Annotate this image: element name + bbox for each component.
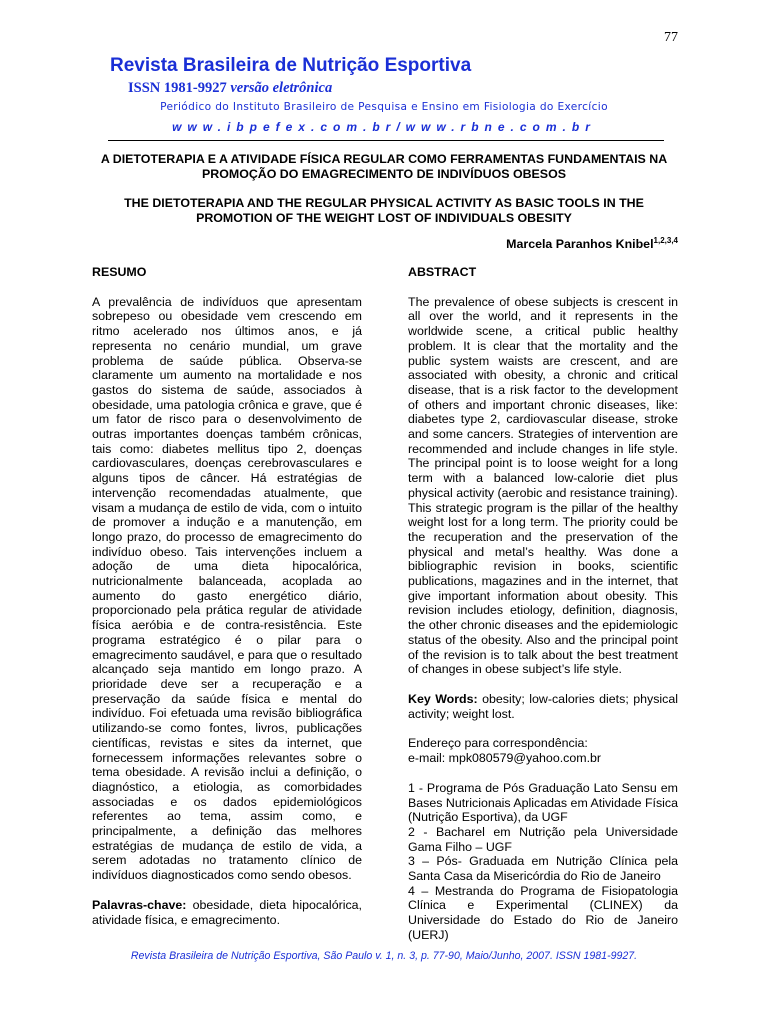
resumo-keywords-text: obesidade, dieta hipocalórica, atividade física, e emagrecimento. [92,897,362,927]
spacer [408,280,678,295]
title-portuguese: A DIETOTERAPIA E A ATIVIDADE FÍSICA REGULAR COMO FERRAMENTAS FUNDAMENTAIS NA PROMOÇÃO DO EMAGRECIMENTO DE INDIVÍDUOS OBESOS [100,152,668,181]
affiliation-item: 1 - Programa de Pós Graduação Lato Sensu em Bases Nutricionais Aplicadas em Atividade Física (Nutrição Esportiva), da UGF [408,780,678,825]
spacer [408,677,678,692]
affiliation-item: 3 – Pós- Graduada em Nutrição Clínica pela Santa Casa da Misericórdia do Rio de Janeiro [408,854,678,884]
affiliation-item: 2 - Bacharel em Nutrição pela Universidade Gama Filho – UGF [408,824,678,854]
abstract-heading: ABSTRACT [408,265,477,279]
resumo-heading: RESUMO [92,265,147,279]
resumo-column [92,265,362,927]
spacer [92,280,362,295]
abstract-keywords-text: obesity; low-calories diets; physical activity; weight lost. [408,691,678,721]
abstract-keywords [408,692,678,721]
issn-line [128,80,332,97]
resumo-keywords-label: Palavras-chave: [92,897,187,912]
affiliation-list [408,781,678,943]
footer-citation: Revista Brasileira de Nutrição Esportiva, São Paulo v. 1, n. 3, p. 77-90, Maio/Junho, 2007. ISSN 1981-9927. [130,950,638,962]
journal-title: Revista Brasileira de Nutrição Esportiva [110,55,472,76]
correspondence-label: Endereço para correspondência: [408,736,588,751]
spacer [408,766,678,781]
website-link[interactable]: www.ibpefex.com.br/www.rbne.com.br [172,120,596,134]
author [506,236,678,251]
author-affiliations: 1,2,3,4 [653,236,678,245]
title-english: THE DIETOTERAPIA AND THE REGULAR PHYSICAL ACTIVITY AS BASIC TOOLS IN THE PROMOTION OF THE WEIGHT LOST OF INDIVIDUALS OBESITY [124,196,644,225]
issn-number: ISSN 1981-9927 [128,80,227,96]
resumo-text: A prevalência de indivíduos que apresentam sobrepeso ou obesidade vem crescendo em ritmo acelerado nos últimos anos, e já representa no cenário mundial, um grave problema de saúde pública. Observa-se claramente um aumento na mortalidade e nos gastos do sistema de saúde, associados à obesidade, uma patologia crônica e grave, que é um fator de risco para o desenvolvimento de outras importantes doenças também crônicas, tais como: diabetes mellitus tipo 2, doenças cardiovasculares, doenças cerebrovasculares e alguns tipos de câncer. Há estratégias de intervenção recomendadas atualmente, que visam a mudança de estilo de vida, com o intuito de promover a indução e a manutenção, em longo prazo, do processo de emagrecimento do indivíduo obeso. Tais intervenções incluem a adoção de uma dieta hipocalórica, nutricionalmente balanceada, acoplada ao aumento do gasto energético diário, proporcionado pela prática regular de atividade física aeróbia e de contra-resistência. Este programa estratégico é o pilar para o emagrecimento saudável, e para que o resultado alcançado seja mantido em longo prazo. A prioridade deve ser a recuperação e a preservação da saúde física e mental do indivíduo. Foi efetuada uma revisão bibliográfica utilizando-se como fontes, livros, publicações científicas, revistas e sites da internet, que fornecessem informações relevantes sobre o tema obesidade. A revisão inclui a definição, o diagnóstico, a etiologia, as comorbidades associadas e os dados epidemiológicos referentes ao tema, assim como, e principalmente, a definição das melhores estratégias de mudança de estilo de vida, a serem adotadas no tratamento clínico de indivíduos diagnosticados como sendo obesos. [92,294,362,883]
version-label: versão eletrônica [230,80,333,96]
header-divider [108,140,664,141]
abstract-text: The prevalence of obese subjects is crescent in all over the world, and it represents in the worldwide scene, a critical public healthy problem. It is clear that the mortality and the public system waists are crescent, and are associated with obesity, a chronic and critical disease, that is a risk factor to the development of others and important chronic diseases, like: diabetes type 2, cardiovascular disease, stroke and some cancers. Strategies of intervention are recommended and include changes in life style. The principal point is to loose weight for a long term with a balanced low-calorie diet plus physical activity (aerobic and resistance training). This strategic program is the pillar of the healthy weight lost for a long term. The priority could be the recuperation and the preservation of the physical and metal’s healthy. Was done a bibliographic revision in books, scientific publications, magazines and in the internet, that give important information about obesity. This revision includes etiology, definition, diagnosis, the other chronic diseases and the epidemiologic status of the obesity. Also and the principal point of the revision is to talk about the best treatment of changes in obese subject’s life style. [408,294,678,677]
abstract-keywords-label: Key Words: [408,691,478,706]
periodico-line: Periódico do Instituto Brasileiro de Pesquisa e Ensino em Fisiologia do Exercício [160,101,608,113]
correspondence-email[interactable]: e-mail: mpk080579@yahoo.com.br [408,751,602,766]
author-name: Marcela Paranhos Knibel [506,237,654,252]
abstract-column [408,265,678,943]
spacer [408,721,678,736]
page-number: 77 [664,30,678,45]
affiliation-item: 4 – Mestranda do Programa de Fisiopatologia Clínica e Experimental (CLINEX) da Universidade do Estado do Rio de Janeiro (UERJ) [408,883,678,942]
resumo-keywords [92,898,362,927]
spacer [92,883,362,898]
